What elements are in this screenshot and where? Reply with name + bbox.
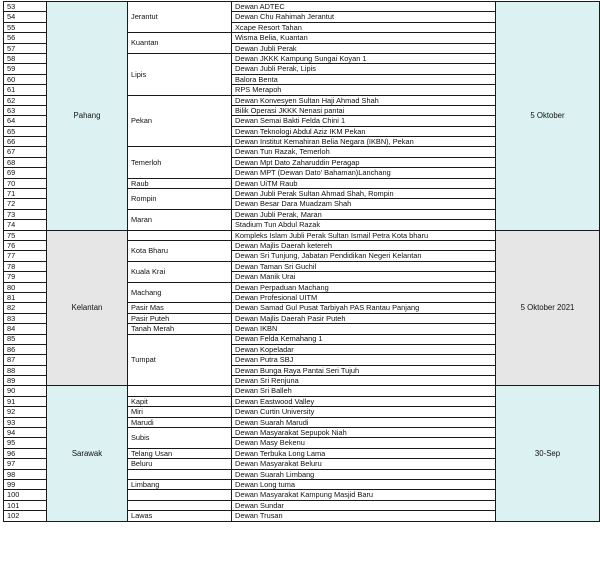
row-number: 84 bbox=[4, 324, 47, 334]
district-cell: Marudi bbox=[128, 417, 232, 427]
district-cell bbox=[128, 230, 232, 240]
venue-cell: Dewan Suarah Limbang bbox=[232, 469, 496, 479]
venue-cell: RPS Merapoh bbox=[232, 85, 496, 95]
venue-cell: Kompleks Islam Jubli Perak Sultan Ismail Petra Kota bharu bbox=[232, 230, 496, 240]
row-number: 88 bbox=[4, 365, 47, 375]
district-cell bbox=[128, 469, 232, 479]
venue-cell: Dewan Institut Kemahiran Belia Negara (IKBN), Pekan bbox=[232, 137, 496, 147]
row-number: 64 bbox=[4, 116, 47, 126]
row-number: 74 bbox=[4, 220, 47, 230]
venue-cell: Dewan Manik Urai bbox=[232, 272, 496, 282]
venue-cell: Dewan Sri Tunjung, Jabatan Pendidikan Negeri Kelantan bbox=[232, 251, 496, 261]
venue-cell: Bilik Operasi JKKK Nenasi pantai bbox=[232, 105, 496, 115]
venue-cell: Dewan Mpt Dato Zaharuddin Peragap bbox=[232, 157, 496, 167]
venue-cell: Dewan Taman Sri Guchil bbox=[232, 261, 496, 271]
venue-cell: Dewan Jubli Perak, Maran bbox=[232, 209, 496, 219]
venue-cell: Wisma Belia, Kuantan bbox=[232, 33, 496, 43]
row-number: 61 bbox=[4, 85, 47, 95]
row-number: 81 bbox=[4, 292, 47, 302]
district-cell: Rompin bbox=[128, 189, 232, 210]
venue-cell: Dewan Masyarakat Sepupok Niah bbox=[232, 428, 496, 438]
table-row bbox=[4, 230, 600, 240]
district-cell: Kuala Krai bbox=[128, 261, 232, 282]
venue-cell: Dewan Suarah Marudi bbox=[232, 417, 496, 427]
row-number: 69 bbox=[4, 168, 47, 178]
row-number: 60 bbox=[4, 74, 47, 84]
venue-cell: Dewan Jubli Perak, Lipis bbox=[232, 64, 496, 74]
venue-cell: Dewan MPT (Dewan Dato' Bahaman)Lanchang bbox=[232, 168, 496, 178]
venue-cell: Dewan Profesional UITM bbox=[232, 292, 496, 302]
venue-cell: Dewan IKBN bbox=[232, 324, 496, 334]
date-cell: 5 Oktober bbox=[496, 2, 600, 231]
row-number: 85 bbox=[4, 334, 47, 344]
row-number: 70 bbox=[4, 178, 47, 188]
district-cell bbox=[128, 500, 232, 510]
venue-cell: Dewan Besar Dara Muadzam Shah bbox=[232, 199, 496, 209]
venue-cell: Dewan Terbuka Long Lama bbox=[232, 448, 496, 458]
row-number: 102 bbox=[4, 511, 47, 521]
venue-cell: Dewan Samad Gul Pusat Tarbiyah PAS Rantau Panjang bbox=[232, 303, 496, 313]
row-number: 87 bbox=[4, 355, 47, 365]
row-number: 101 bbox=[4, 500, 47, 510]
venue-cell: Dewan UiTM Raub bbox=[232, 178, 496, 188]
table-row bbox=[4, 386, 600, 396]
district-cell: Beluru bbox=[128, 459, 232, 469]
venue-cell: Dewan JKKK Kampung Sungai Koyan 1 bbox=[232, 53, 496, 63]
row-number: 91 bbox=[4, 396, 47, 406]
row-number: 58 bbox=[4, 53, 47, 63]
row-number: 75 bbox=[4, 230, 47, 240]
row-number: 55 bbox=[4, 22, 47, 32]
venue-table bbox=[3, 1, 600, 522]
row-number: 67 bbox=[4, 147, 47, 157]
district-cell: Pasir Mas bbox=[128, 303, 232, 313]
row-number: 72 bbox=[4, 199, 47, 209]
row-number: 96 bbox=[4, 448, 47, 458]
venue-cell: Dewan Chu Rahimah Jerantut bbox=[232, 12, 496, 22]
row-number: 80 bbox=[4, 282, 47, 292]
district-cell: Kota Bharu bbox=[128, 240, 232, 261]
row-number: 98 bbox=[4, 469, 47, 479]
venue-cell: Dewan Bunga Raya Pantai Seri Tujuh bbox=[232, 365, 496, 375]
row-number: 82 bbox=[4, 303, 47, 313]
district-cell: Tumpat bbox=[128, 334, 232, 386]
district-cell: Maran bbox=[128, 209, 232, 230]
venue-cell: Xcape Resort Tahan bbox=[232, 22, 496, 32]
district-cell bbox=[128, 490, 232, 500]
district-cell: Kuantan bbox=[128, 33, 232, 54]
venue-cell: Dewan Majlis Daerah Pasir Puteh bbox=[232, 313, 496, 323]
row-number: 77 bbox=[4, 251, 47, 261]
district-cell: Jerantut bbox=[128, 2, 232, 33]
venue-cell: Dewan Sundar bbox=[232, 500, 496, 510]
row-number: 71 bbox=[4, 189, 47, 199]
venue-cell: Balora Benta bbox=[232, 74, 496, 84]
venue-cell: Dewan Masyarakat Beluru bbox=[232, 459, 496, 469]
venue-cell: Dewan Perpaduan Machang bbox=[232, 282, 496, 292]
row-number: 66 bbox=[4, 137, 47, 147]
district-cell: Tanah Merah bbox=[128, 324, 232, 334]
district-cell: Lipis bbox=[128, 53, 232, 95]
row-number: 59 bbox=[4, 64, 47, 74]
district-cell: Kapit bbox=[128, 396, 232, 406]
row-number: 63 bbox=[4, 105, 47, 115]
venue-cell: Dewan Putra SBJ bbox=[232, 355, 496, 365]
district-cell: Pekan bbox=[128, 95, 232, 147]
venue-cell: Dewan Jubli Perak bbox=[232, 43, 496, 53]
row-number: 76 bbox=[4, 240, 47, 250]
row-number: 62 bbox=[4, 95, 47, 105]
row-number: 54 bbox=[4, 12, 47, 22]
venue-cell: Dewan Sri Renjuna bbox=[232, 376, 496, 386]
venue-cell: Dewan Trusan bbox=[232, 511, 496, 521]
venue-cell: Dewan Masy Bekenu bbox=[232, 438, 496, 448]
district-cell: Telang Usan bbox=[128, 448, 232, 458]
row-number: 79 bbox=[4, 272, 47, 282]
row-number: 73 bbox=[4, 209, 47, 219]
row-number: 57 bbox=[4, 43, 47, 53]
venue-cell: Dewan Majlis Daerah ketereh bbox=[232, 240, 496, 250]
row-number: 97 bbox=[4, 459, 47, 469]
row-number: 94 bbox=[4, 428, 47, 438]
district-cell: Subis bbox=[128, 428, 232, 449]
venue-cell: Dewan Jubli Perak Sultan Ahmad Shah, Rompin bbox=[232, 189, 496, 199]
date-cell: 30-Sep bbox=[496, 386, 600, 521]
state-cell: Kelantan bbox=[47, 230, 128, 386]
district-cell: Limbang bbox=[128, 479, 232, 489]
district-cell: Lawas bbox=[128, 511, 232, 521]
row-number: 83 bbox=[4, 313, 47, 323]
row-number: 65 bbox=[4, 126, 47, 136]
venue-cell: Dewan Masyarakat Kampung Masjid Baru bbox=[232, 490, 496, 500]
row-number: 68 bbox=[4, 157, 47, 167]
row-number: 89 bbox=[4, 376, 47, 386]
row-number: 92 bbox=[4, 407, 47, 417]
venue-cell: Dewan Felda Kemahang 1 bbox=[232, 334, 496, 344]
row-number: 90 bbox=[4, 386, 47, 396]
district-cell: Miri bbox=[128, 407, 232, 417]
row-number: 100 bbox=[4, 490, 47, 500]
state-cell: Pahang bbox=[47, 2, 128, 231]
row-number: 95 bbox=[4, 438, 47, 448]
venue-cell: Dewan Kopeladar bbox=[232, 344, 496, 354]
venue-cell: Dewan Teknologi Abdul Aziz IKM Pekan bbox=[232, 126, 496, 136]
venue-cell: Dewan Tun Razak, Temerloh bbox=[232, 147, 496, 157]
table-row bbox=[4, 2, 600, 12]
district-cell: Machang bbox=[128, 282, 232, 303]
venue-cell: Dewan ADTEC bbox=[232, 2, 496, 12]
row-number: 53 bbox=[4, 2, 47, 12]
row-number: 99 bbox=[4, 479, 47, 489]
row-number: 56 bbox=[4, 33, 47, 43]
district-cell: Temerloh bbox=[128, 147, 232, 178]
venue-cell: Dewan Eastwood Valley bbox=[232, 396, 496, 406]
district-cell: Pasir Puteh bbox=[128, 313, 232, 323]
row-number: 86 bbox=[4, 344, 47, 354]
venue-cell: Dewan Konvesyen Sultan Haji Ahmad Shah bbox=[232, 95, 496, 105]
row-number: 93 bbox=[4, 417, 47, 427]
row-number: 78 bbox=[4, 261, 47, 271]
venue-table-body bbox=[4, 2, 600, 522]
venue-cell: Dewan Curtin University bbox=[232, 407, 496, 417]
venue-cell: Stadium Tun Abdul Razak bbox=[232, 220, 496, 230]
venue-cell: Dewan Semai Bakti Felda Chini 1 bbox=[232, 116, 496, 126]
state-cell: Sarawak bbox=[47, 386, 128, 521]
date-cell: 5 Oktober 2021 bbox=[496, 230, 600, 386]
district-cell: Raub bbox=[128, 178, 232, 188]
district-cell bbox=[128, 386, 232, 396]
venue-cell: Dewan Sri Balleh bbox=[232, 386, 496, 396]
venue-cell: Dewan Long tuma bbox=[232, 479, 496, 489]
